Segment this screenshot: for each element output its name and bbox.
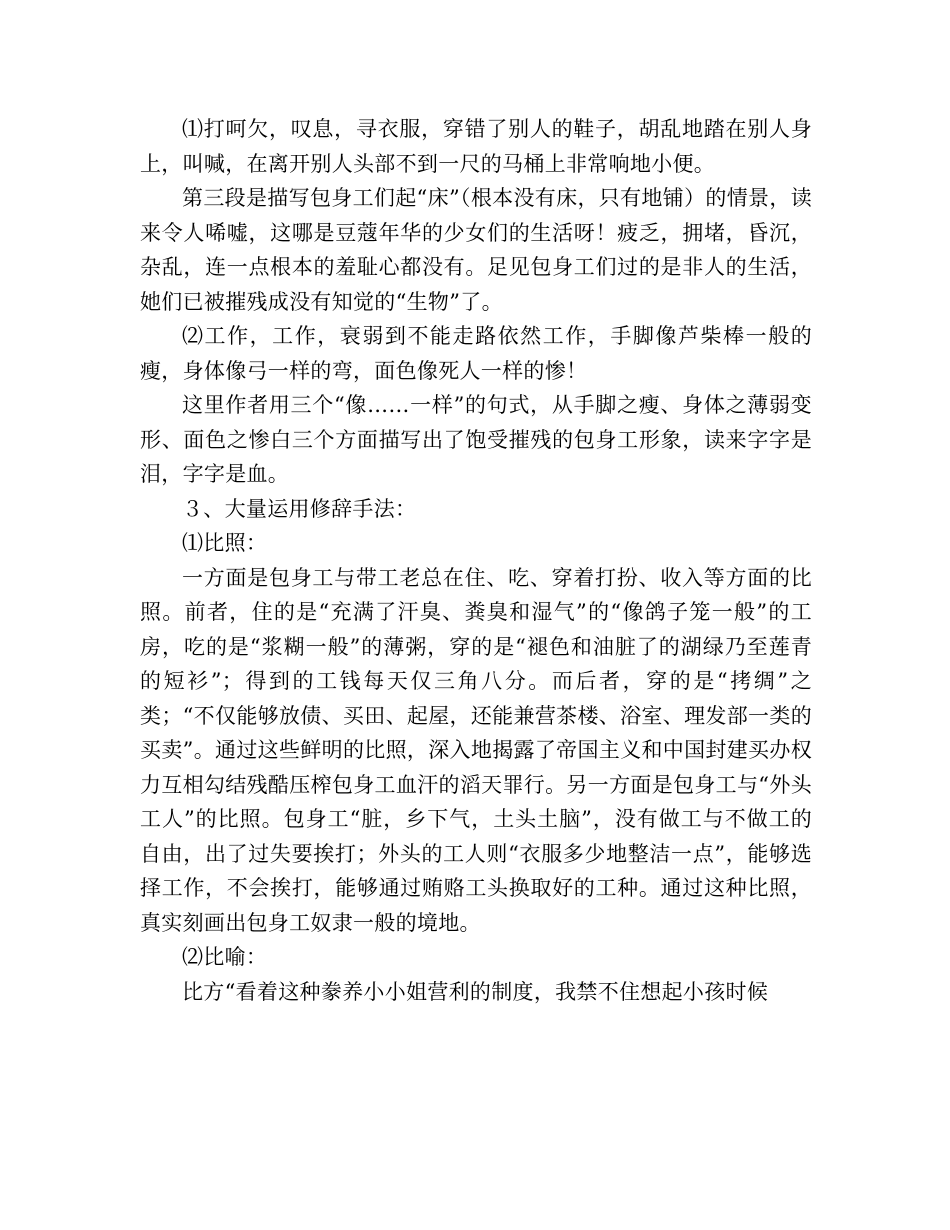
section-heading-rhetoric: ３、大量运用修辞手法： [182,496,417,521]
paragraph-2: 第三段是描写包身工们起“床”（根本没有床，只有地铺）的情景，读来令人唏嘘，这哪是豆蔻年华的少女们的生活呀！疲乏，拥堵，昏沉，杂乱，连一点根本的羞耻心都没有。足见包身工们过的是非人的生活，她们已被摧残成没有知觉的“生物”了。 [140,186,812,314]
subheading-contrast: ⑴比照： [182,531,268,555]
subheading-metaphor: ⑵比喻： [182,945,268,969]
paragraph-metaphor: 比方“看着这种豢养小小姐营利的制度，我禁不住想起小孩时候 [182,979,769,1004]
paragraph-4: 这里作者用三个“像……一样”的句式，从手脚之瘦、身体之薄弱变形、面色之惨白三个方面描写出了饱受摧残的包身工形象，读来字字是泪，字字是血。 [140,393,812,486]
document-page [140,112,812,1009]
paragraph-1: ⑴打呵欠，叹息，寻衣服，穿错了别人的鞋子，胡乱地踏在别人身上，叫喊，在离开别人头部不到一尺的马桶上非常响地小便。 [140,117,812,176]
paragraph-contrast: 一方面是包身工与带工老总在住、吃、穿着打扮、收入等方面的比照。前者，住的是“充满了汗臭、粪臭和湿气”的“像鸽子笼一般”的工房，吃的是“浆糊一般”的薄粥，穿的是“褪色和油脏了的湖绿乃至莲青的短衫”；得到的工钱每天仅三角八分。而后者，穿的是“拷绸”之类；“不仅能够放债、买田、起屋，还能兼营茶楼、浴室、理发部一类的买卖”。通过这些鲜明的比照，深入地揭露了帝国主义和中国封建买办权力互相勾结残酷压榨包身工血汗的滔天罪行。另一方面是包身工与“外头工人”的比照。包身工“脏，乡下气，土头土脑”，没有做工与不做工的自由，出了过失要挨打；外头的工人则“衣服多少地整洁一点”，能够选择工作，不会挨打，能够通过贿赂工头换取好的工种。通过这种比照，真实刻画出包身工奴隶一般的境地。 [140,565,812,935]
paragraph-3: ⑵工作，工作，衰弱到不能走路依然工作，手脚像芦柴棒一般的瘦，身体像弓一样的弯，面色像死人一样的惨！ [140,324,812,383]
